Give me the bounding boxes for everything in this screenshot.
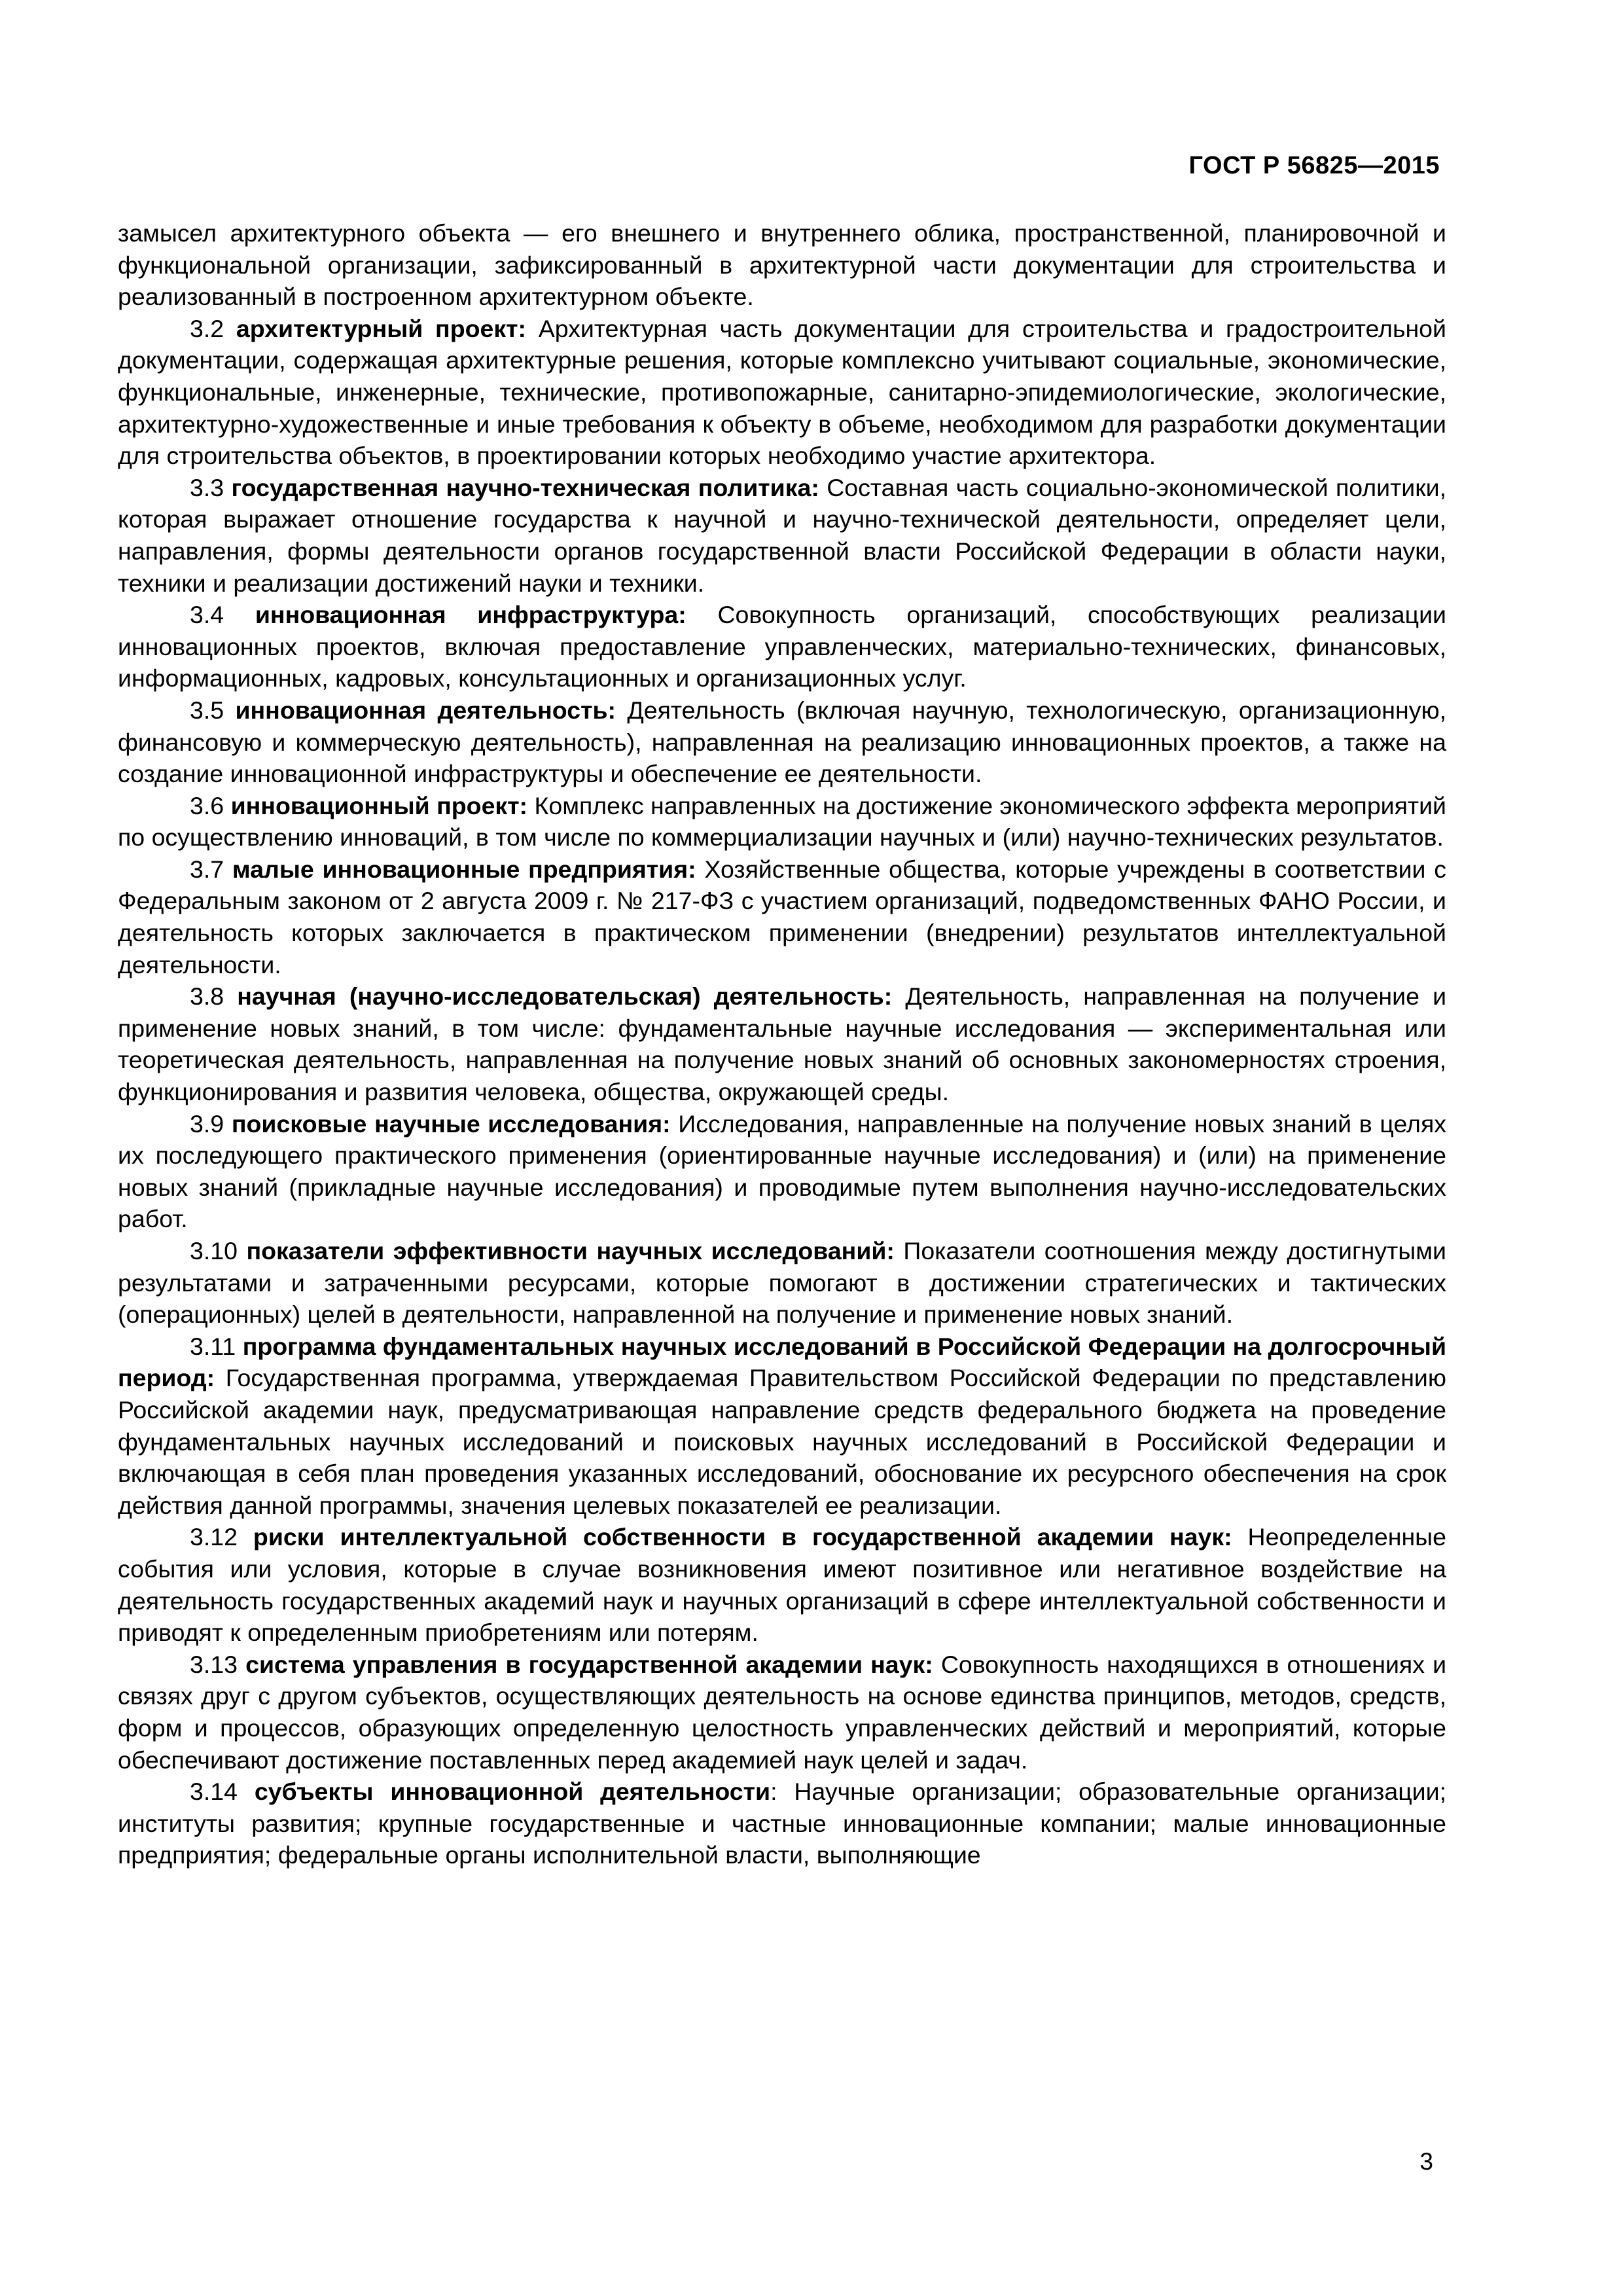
entry-definition: : Научные организации; образовательные организации; институты развития; крупные государственные и частные инновационные компании; малые инновационные предприятия; федеральные органы исполнительной власти, выполняющие: [118, 1778, 1446, 1869]
entry-definition: Деятельность, направленная на получение и применение новых знаний, в том числе: фундаментальные научные исследования — экспериментальная или теоретическая деятельность, направленная на получение новых знаний об основных закономерностях строения, функционирования и развития человека, общества, окружающей среды.: [118, 982, 1447, 1106]
entry-term: малые инновационные предприятия:: [232, 855, 696, 883]
entry-number: 3.3: [190, 473, 224, 501]
entry-definition: Совокупность находящихся в отношениях и связях друг с другом субъектов, осуществляющих деятельность на основе единства принципов, методов, средств, форм и процессов, образующих определенную целостность управленческих действий и мероприятий, которые обеспечивают достижение поставленных перед академией наук целей и задач.: [118, 1650, 1447, 1774]
definition-entry: [118, 1649, 1446, 1776]
entry-number: 3.6: [190, 791, 224, 819]
entry-number: 3.14: [190, 1778, 238, 1806]
entry-term: инновационный проект:: [230, 791, 528, 819]
entry-term: система управления в государственной академии наук:: [245, 1650, 933, 1678]
definition-entry: [118, 1776, 1446, 1871]
entry-number: 3.7: [190, 855, 224, 883]
intro-paragraph: замысел архитектурного объекта — его внешнего и внутреннего облика, пространственной, планировочной и функциональной организации, зафиксированный в архитектурной части документации для строительства и реализованный в построенном архитектурном объекте.: [118, 219, 1446, 311]
definition-entry: [118, 853, 1446, 980]
entry-number: 3.13: [190, 1650, 238, 1678]
definition-entry: [118, 694, 1446, 790]
definition-entry: [118, 472, 1446, 599]
entry-definition: Показатели соотношения между достигнутыми результатами и затраченными ресурсами, которые помогают в достижении стратегических и тактических (операционных) целей в деятельности, направленной на получение и применение новых знаний.: [118, 1237, 1446, 1329]
entry-term: научная (научно-исследовательская) деятельность:: [237, 982, 893, 1011]
definition-list: [118, 313, 1446, 1871]
entry-definition: Совокупность организаций, способствующих реализации инновационных проектов, включая предоставление управленческих, материально-технических, финансовых, информационных, кадровых, консультационных и организационных услуг.: [118, 601, 1446, 692]
entry-definition: Составная часть социально-экономической политики, которая выражает отношение государства к научной и научно-технической деятельности, определяет цели, направления, формы деятельности органов государственной власти Российской Федерации в области науки, техники и реализации достижений науки и техники.: [118, 473, 1447, 597]
definition-entry: [118, 313, 1446, 472]
standard-id: ГОСТ Р 56825—2015: [1188, 152, 1440, 179]
definition-entry: [118, 790, 1446, 853]
entry-definition: Архитектурная часть документации для строительства и градостроительной документации, содержащая архитектурные решения, которые комплексно учитывают социальные, экономические, функциональные, инженерные, технические, противопожарные, санитарно-эпидемиологические, экологические, архитектурно-художественные и иные требования к объекту в объеме, необходимом для разработки документации для строительства объектов, в проектировании которых необходимо участие архитектора.: [118, 314, 1446, 470]
entry-number: 3.5: [190, 696, 224, 724]
entry-term: показатели эффективности научных исследований:: [246, 1237, 895, 1265]
document-header: [1189, 152, 1440, 180]
entry-definition: Государственная программа, утверждаемая Правительством Российской Федерации по представлению Российской академии наук, предусматривающая направление средств федерального бюджета на проведение фундаментальных научных исследований и поисковых научных исследований в Российской Федерации и включающая в себя план проведения указанных исследований, обоснование их ресурсного обеспечения на срок действия данной программы, значения целевых показателей ее реализации.: [118, 1364, 1446, 1519]
entry-number: 3.8: [190, 982, 224, 1011]
entry-term: субъекты инновационной деятельности: [254, 1778, 771, 1806]
entry-definition: Комплекс направленных на достижение экономического эффекта мероприятий по осуществлению инноваций, в том числе по коммерциализации научных и (или) научно-технических результатов.: [118, 791, 1447, 852]
page-number: 3: [1419, 2148, 1433, 2175]
definition-entry: [118, 980, 1446, 1107]
definition-entry: [118, 599, 1446, 694]
entry-term: инновационная деятельность:: [235, 696, 616, 724]
entry-number: 3.12: [190, 1523, 238, 1551]
entry-term: риски интеллектуальной собственности в государственной академии наук:: [253, 1523, 1232, 1551]
entry-definition: Деятельность (включая научную, технологическую, организационную, финансовую и коммерческую деятельность), направленная на реализацию инновационных проектов, а также на создание инновационной инфраструктуры и обеспечение ее деятельности.: [118, 696, 1446, 788]
entry-term: поисковые научные исследования:: [231, 1109, 671, 1138]
definition-entry: [118, 1235, 1446, 1331]
definition-entry: [118, 1331, 1446, 1522]
entry-definition: Хозяйственные общества, которые учреждены в соответствии с Федеральным законом от 2 августа 2009 г. № 217-ФЗ с участием организаций, подведомственных ФАНО России, и деятельность которых заключается в практическом применении (внедрении) результатов интеллектуальной деятельности.: [118, 855, 1446, 978]
entry-number: 3.10: [190, 1237, 238, 1265]
entry-number: 3.2: [190, 314, 224, 342]
entry-number: 3.9: [190, 1109, 224, 1138]
document-body: [118, 217, 1446, 1871]
entry-number: 3.11: [190, 1332, 236, 1360]
definition-entry: [118, 1108, 1446, 1235]
entry-term: государственная научно-техническая политика:: [231, 473, 819, 501]
entry-term: программа фундаментальных научных исследований в Российской Федерации на долгосрочный период:: [118, 1332, 1446, 1392]
entry-definition: Неопределенные события или условия, которые в случае возникновения имеют позитивное или негативное воздействие на деятельность государственных академий наук и научных организаций в сфере интеллектуальной собственности и приводят к определенным приобретениям или потерям.: [118, 1523, 1446, 1647]
entry-definition: Исследования, направленные на получение новых знаний в целях их последующего практического применения (ориентированные научные исследования) и (или) на применение новых знаний (прикладные научные исследования) и проводимые путем выполнения научно-исследовательских работ.: [118, 1109, 1446, 1233]
entry-number: 3.4: [190, 601, 224, 629]
entry-term: инновационная инфраструктура:: [255, 601, 687, 629]
definition-entry: [118, 1521, 1446, 1648]
entry-term: архитектурный проект:: [236, 314, 526, 342]
